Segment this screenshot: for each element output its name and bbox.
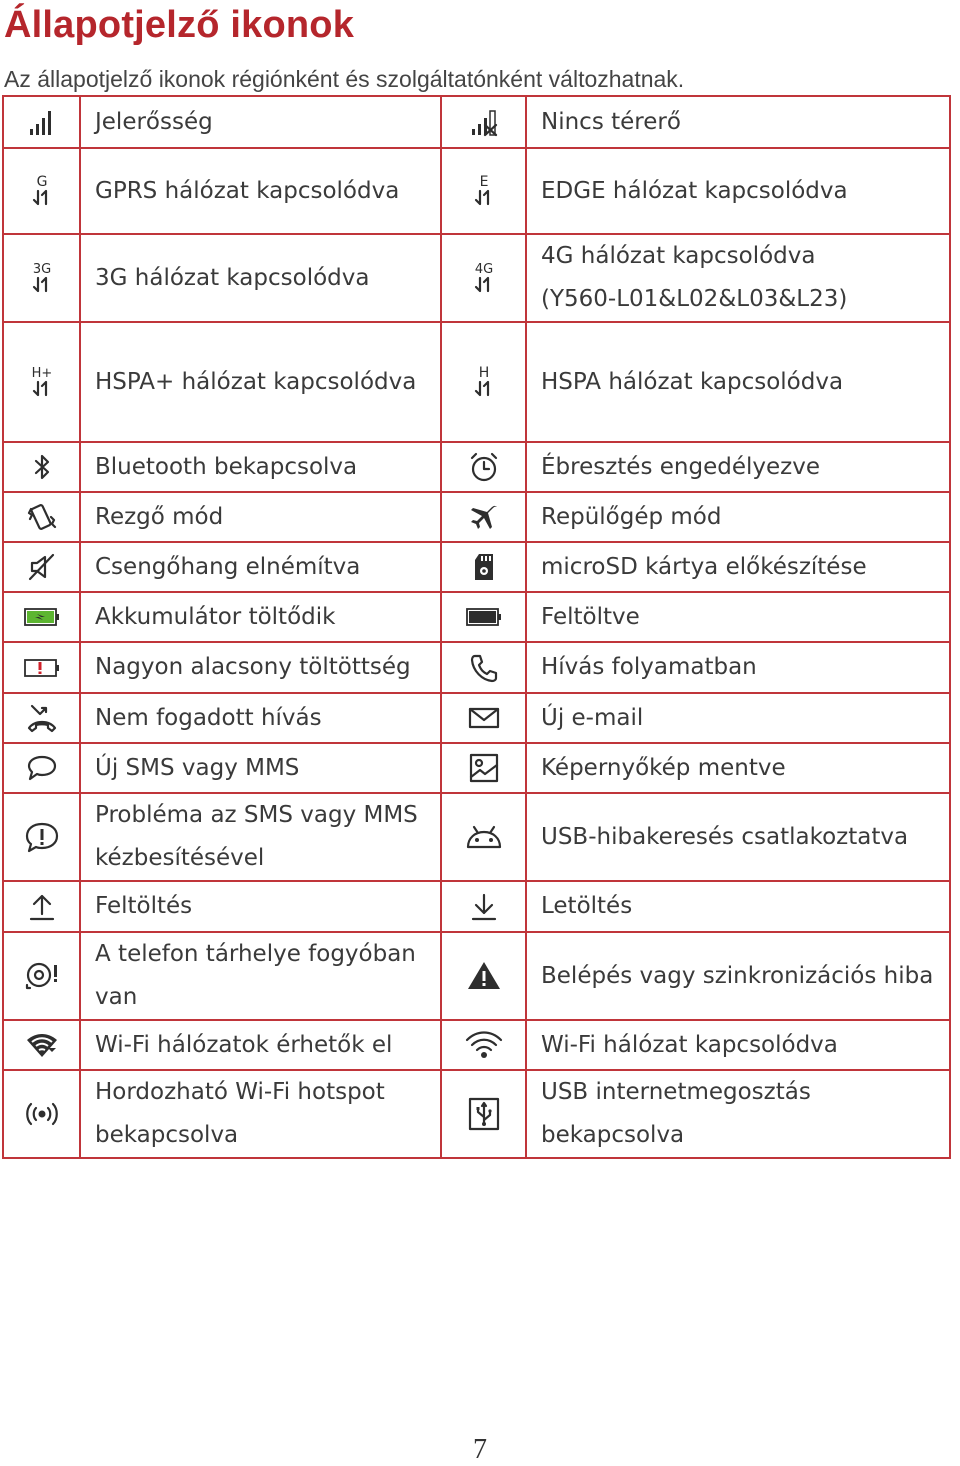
- edge-icon: [441, 148, 526, 234]
- status-description: [526, 592, 950, 642]
- description-line: Akkumulátor töltődik: [95, 603, 336, 630]
- bluetooth-icon: [3, 442, 80, 492]
- sms-bubble-icon: [3, 743, 80, 793]
- page-subtitle: Az állapotjelző ikonok régiónként és szolgáltatónként változhatnak.: [4, 66, 685, 92]
- description-line: GPRS hálózat kapcsolódva: [95, 177, 400, 204]
- status-description: [80, 693, 441, 743]
- status-description: [80, 234, 441, 322]
- status-description: [80, 881, 441, 932]
- email-icon: [441, 693, 526, 743]
- status-icons-table: [2, 95, 951, 1159]
- description-line: Képernyőkép mentve: [541, 754, 786, 781]
- description-line: Belépés vagy szinkronizációs hiba: [541, 962, 934, 989]
- svg-text:H+: H+: [31, 366, 52, 381]
- status-description: [526, 793, 950, 881]
- description-line: Új SMS vagy MMS: [95, 754, 300, 781]
- status-description: [80, 1070, 441, 1158]
- sms-error-icon: [3, 793, 80, 881]
- svg-text:E: E: [479, 174, 488, 190]
- table-row: [3, 492, 950, 542]
- description-line: USB-hibakeresés csatlakoztatva: [541, 823, 909, 850]
- wifi-available-icon: [3, 1020, 80, 1070]
- sd-card-icon: [441, 542, 526, 592]
- hspa-icon: [441, 322, 526, 442]
- table-row: [3, 542, 950, 592]
- svg-text:4G: 4G: [474, 262, 493, 277]
- table-row: [3, 592, 950, 642]
- description-line: Hordozható Wi-Fi hotspot: [95, 1079, 385, 1105]
- upload-icon: [3, 881, 80, 932]
- table-row: [3, 148, 950, 234]
- screenshot-icon: [441, 743, 526, 793]
- battery-full-icon: [441, 592, 526, 642]
- usb-tether-icon: [441, 1070, 526, 1158]
- description-line: USB internetmegosztás: [541, 1079, 811, 1105]
- status-description: [526, 743, 950, 793]
- table-row: [3, 234, 950, 322]
- status-description: [526, 1020, 950, 1070]
- status-description: [526, 881, 950, 932]
- svg-text:G: G: [36, 174, 47, 190]
- status-description: [526, 932, 950, 1020]
- vibrate-icon: [3, 492, 80, 542]
- phone-call-icon: [441, 642, 526, 693]
- description-line: 3G hálózat kapcsolódva: [95, 264, 370, 291]
- status-description: [80, 642, 441, 693]
- description-line: Csengőhang elnémítva: [95, 553, 361, 580]
- status-description: [526, 642, 950, 693]
- muted-speaker-icon: [3, 542, 80, 592]
- wifi-connected-icon: [441, 1020, 526, 1070]
- description-line: Probléma az SMS vagy MMS: [95, 802, 418, 828]
- table-row: [3, 793, 950, 881]
- description-line: Új e-mail: [541, 704, 644, 731]
- description-line: 4G hálózat kapcsolódva: [541, 243, 816, 269]
- description-line: kézbesítésével: [95, 845, 265, 871]
- description-line: (Y560-L01&L02&L03&L23): [541, 286, 848, 312]
- table-row: [3, 1020, 950, 1070]
- table-row: [3, 442, 950, 492]
- description-line: Ébresztés engedélyezve: [541, 453, 820, 480]
- table-row: [3, 96, 950, 148]
- android-debug-icon: [441, 793, 526, 881]
- status-description: [526, 542, 950, 592]
- description-line: bekapcsolva: [541, 1122, 685, 1148]
- description-line: HSPA+ hálózat kapcsolódva: [95, 368, 417, 395]
- description-line: Nagyon alacsony töltöttség: [95, 654, 411, 680]
- hotspot-icon: [3, 1070, 80, 1158]
- svg-text:H: H: [478, 365, 489, 381]
- status-description: [526, 693, 950, 743]
- missed-call-icon: [3, 693, 80, 743]
- description-line: Nem fogadott hívás: [95, 704, 322, 731]
- status-description: [80, 442, 441, 492]
- description-line: Feltöltve: [541, 603, 640, 630]
- description-line: HSPA hálózat kapcsolódva: [541, 368, 844, 395]
- download-icon: [441, 881, 526, 932]
- signal-strength-icon: [3, 96, 80, 148]
- description-line: Feltöltés: [95, 893, 193, 919]
- alarm-clock-icon: [441, 442, 526, 492]
- description-line: Rezgő mód: [95, 503, 224, 530]
- description-line: Hívás folyamatban: [541, 654, 757, 680]
- svg-text:3G: 3G: [32, 262, 51, 277]
- table-row: [3, 881, 950, 932]
- status-description: [526, 234, 950, 322]
- status-description: [526, 148, 950, 234]
- status-description: [80, 592, 441, 642]
- gprs-icon: [3, 148, 80, 234]
- description-line: A telefon tárhelye fogyóban: [95, 941, 416, 967]
- table-row: [3, 932, 950, 1020]
- status-description: [526, 442, 950, 492]
- status-description: [80, 743, 441, 793]
- 4g-icon: [441, 234, 526, 322]
- page-number: 7: [473, 1434, 487, 1465]
- table-row: [3, 642, 950, 693]
- status-description: [526, 492, 950, 542]
- table-row: [3, 743, 950, 793]
- description-line: Nincs térerő: [541, 108, 681, 135]
- description-line: EDGE hálózat kapcsolódva: [541, 177, 848, 204]
- description-line: Wi-Fi hálózatok érhetők el: [95, 1031, 393, 1058]
- table-row: [3, 693, 950, 743]
- table-row: [3, 1070, 950, 1158]
- status-description: [80, 542, 441, 592]
- status-description: [80, 793, 441, 881]
- status-description: [80, 322, 441, 442]
- storage-low-icon: [3, 932, 80, 1020]
- status-description: [80, 148, 441, 234]
- status-description: [80, 96, 441, 148]
- 3g-icon: [3, 234, 80, 322]
- hspa-plus-icon: [3, 322, 80, 442]
- table-row: [3, 322, 950, 442]
- description-line: microSD kártya előkészítése: [541, 553, 867, 580]
- description-line: Jelerősség: [95, 108, 213, 135]
- airplane-icon: [441, 492, 526, 542]
- no-signal-icon: [441, 96, 526, 148]
- description-line: Bluetooth bekapcsolva: [95, 453, 358, 480]
- status-description: [80, 1020, 441, 1070]
- status-description: [526, 96, 950, 148]
- description-line: Letöltés: [541, 893, 633, 919]
- description-line: bekapcsolva: [95, 1122, 239, 1148]
- description-line: Repülőgép mód: [541, 503, 722, 530]
- description-line: Wi-Fi hálózat kapcsolódva: [541, 1031, 838, 1058]
- status-description: [526, 1070, 950, 1158]
- status-description: [80, 932, 441, 1020]
- status-description: [80, 492, 441, 542]
- battery-charging-icon: [3, 592, 80, 642]
- description-line: van: [95, 984, 138, 1010]
- status-description: [526, 322, 950, 442]
- page-title: Állapotjelző ikonok: [4, 4, 355, 46]
- warning-triangle-icon: [441, 932, 526, 1020]
- battery-low-icon: [3, 642, 80, 693]
